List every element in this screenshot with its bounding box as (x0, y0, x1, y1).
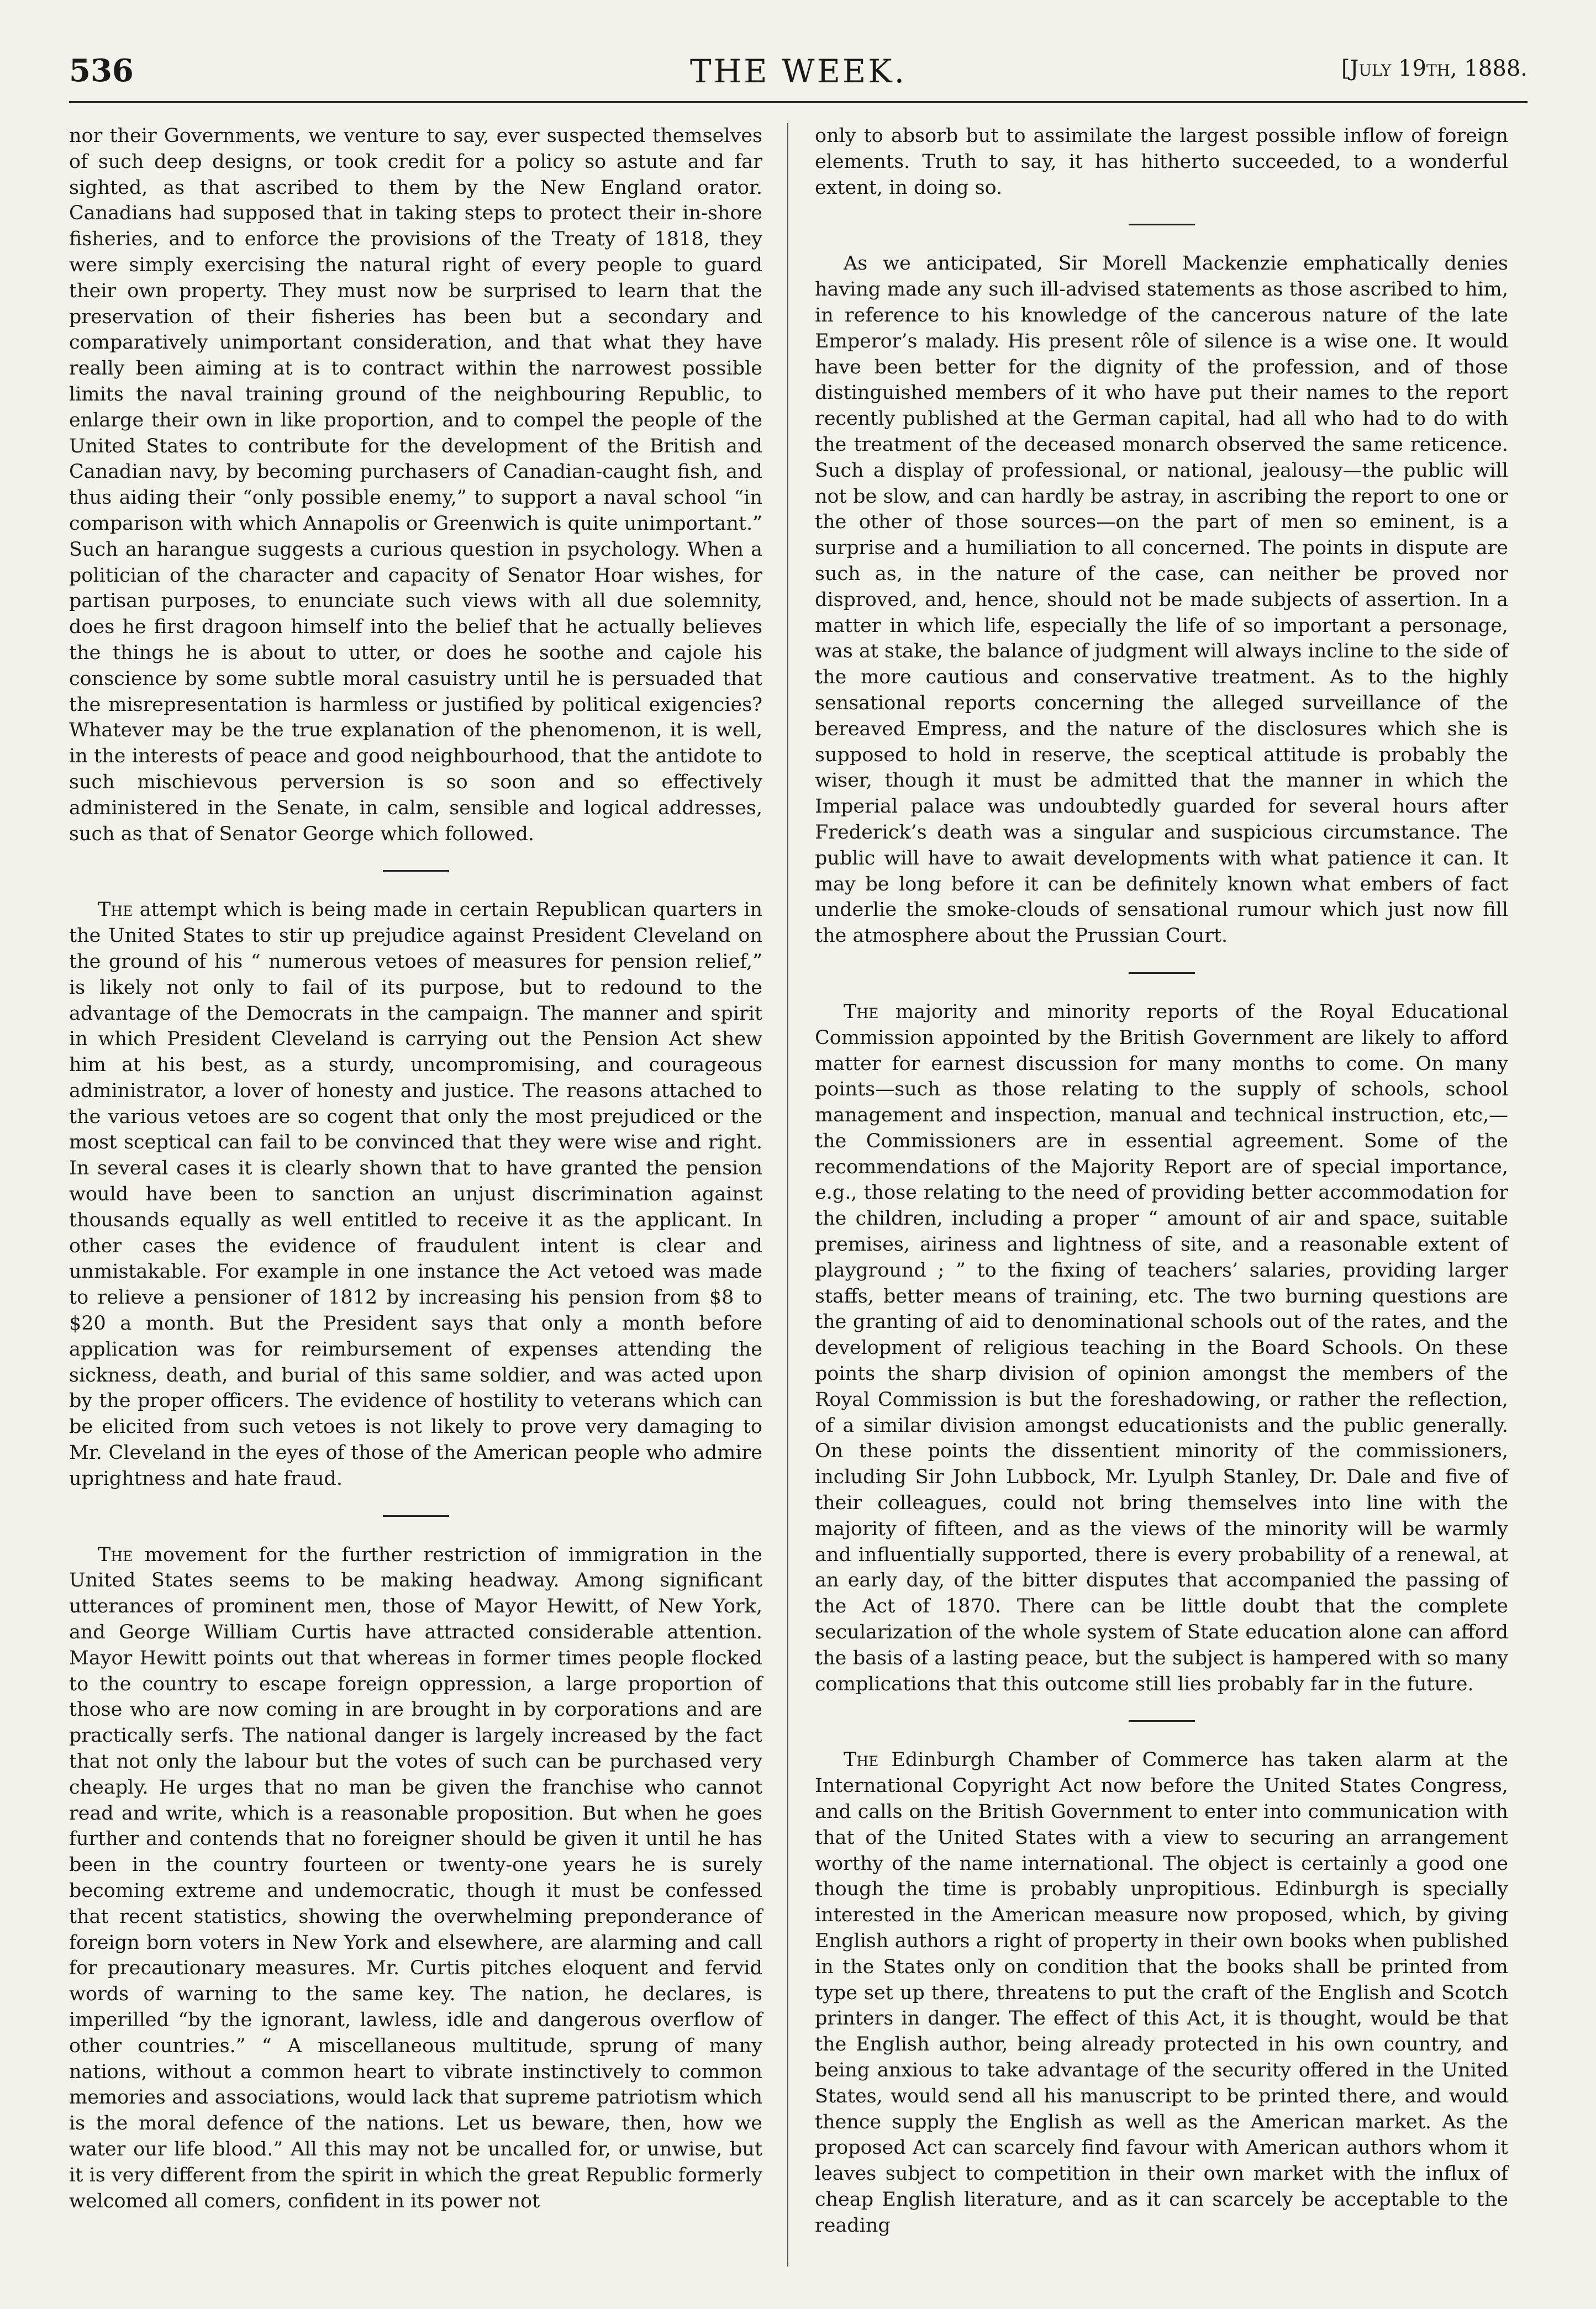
newspaper-page (69, 52, 1527, 2273)
lead-word: The (98, 1543, 133, 1566)
article-mackenzie: As we anticipated, Sir Morell Mackenzie emphatically denies having made any such ill-advised statements as those ascribed to him, in reference to his knowledge of the cancerous nature of the late Emperor’s malady. His present rôle of silence is a wise one. It would have been better for the dignity of the profession, and of those distinguished members of it who have put their names to the report recently published at the German capital, had all who had to do with the treatment of the deceased monarch observed the same reticence. Such a display of professional, or national, jealousy—the public will not be slow, and can hardly be astray, in ascribing the report to one or the other of those sources—on the part of men so eminent, is a surprise and a humiliation to all concerned. The points in dispute are such as, in the nature of the case, can neither be proved nor disproved, and, hence, should not be made subjects of assertion. In a matter in which life, especially the life of so important a personage, was at stake, the balance of judgment will always incline to the side of the more cautious and conservative treatment. As to the highly sensational reports concerning the alleged surveillance of the bereaved Empress, and the nature of the disclosures which she is supposed to hold in reserve, the sceptical attitude is probably the wiser, though it must be admitted that the manner in which the Imperial palace was undoubtedly guarded for several hours after Frederick’s death was a singular and suspicious circumstance. The public will have to await developments with what patience it can. It may be long before it can be definitely known what embers of fact underlie the smoke-clouds of sensational rumour which just now fill the atmosphere about the Prussian Court. (815, 252, 1508, 947)
lead-word: The (844, 1000, 879, 1023)
article-fisheries-continued: nor their Governments, we venture to say, ever suspected themselves of such deep designs, or took credit for a policy so astute and far sighted, as that ascribed to them by the New England orator. Canadians had supposed that in taking steps to protect their in-shore fisheries, and to enforce the provisions of the Treaty of 1818, they were simply exercising the natural right of every people to guard their own property. They must now be surprised to learn that the preservation of their fisheries has been but a secondary and comparatively unimportant consideration, and that what they have really been aiming at is to contract within the narrowest possible limits the naval training ground of the neighbouring Republic, to enlarge their own in like proportion, and to compel the people of the United States to contribute for the development of the British and Canadian navy, by becoming purchasers of Canadian-caught fish, and thus aiding their “only possible enemy,” to support a naval school “in comparison with which Annapolis or Greenwich is quite unimportant.” Such an harangue suggests a curious question in psychology. When a politician of the character and capacity of Senator Hoar wishes, for partisan purposes, to enunciate such views with all due solemnity, does he first dragoon himself into the belief that he actually believes the things he is about to utter, or does he soothe and cajole his conscience by some subtle moral casuistry until he is persuaded that the misrepresentation is harmless or justified by political exigencies? Whatever may be the true explanation of the phenomenon, it is well, in the interests of peace and good neighbourhood, that the antidote to such mischievous perversion is so soon and so effectively administered in the Senate, in calm, sensible and logical addresses, such as that of Senator George which followed. (69, 125, 762, 845)
page-number: 536 (69, 52, 134, 89)
article-body: movement for the further restriction of immigration in the United States seems to be making headway. Among significant utterances of prominent men, those of Mayor Hewitt, of New York, and George William Curtis have attracted considerable attention. Mayor Hewitt points out that whereas in former times people flocked to the country to escape foreign oppression, a large proportion of those who are now coming in are brought in by corporations and are practically serfs. The national danger is largely increased by the fact that not only the labour but the votes of such can be purchased very cheaply. He urges that no man be given the franchise who cannot read and write, which is a reasonable proposition. But when he goes further and contends that no foreigner should be given it until he has been in the country fourteen or twenty-one years he is surely becoming extreme and undemocratic, though it must be confessed that recent statistics, showing the overwhelming preponderance of foreign born voters in New York and elsewhere, are alarming and call for precautionary measures. Mr. Curtis pitches eloquent and fervid words of warning to the same key. The nation, he declares, is imperilled “by the ignorant, lawless, idle and dangerous overflow of other countries.” “ A miscellaneous multitude, sprung of many nations, without a common heart to vibrate instinctively to common memories and associations, would lack that supreme patriotism which is the moral defence of the nations. Let us beware, then, how we water our life blood.” All this may not be uncalled for, or unwise, but it is very different from the spirit in which the great Republic formerly welcomed all comers, confident in its power not (69, 1543, 762, 2212)
article-copyright (815, 1747, 1508, 2238)
section-divider (383, 1515, 449, 1517)
section-divider (383, 870, 449, 872)
lead-word: The (844, 1749, 879, 1772)
column-separator (787, 123, 788, 2266)
article-cleveland-vetoes (69, 897, 762, 1491)
article-royal-commission (815, 999, 1508, 1698)
page-header (69, 52, 1527, 102)
article-body: attempt which is being made in certain Republican quarters in the United States to stir up prejudice against President Cleveland on the ground of his “ numerous vetoes of measures for pension relief,” is likely not only to fail of its purpose, but to redound to the advantage of the Democrats in the campaign. The manner and spirit in which President Cleveland is carrying out the Pension Act shew him at his best, as a sturdy, uncompromising, and courageous administrator, a lover of honesty and justice. The reasons attached to the various vetoes are so cogent that only the most prejudiced or the most sceptical can fail to be convinced that they were wise and right. In several cases it is clearly shown that to have granted the pension would have been to sanction an unjust discrimination against thousands equally as well entitled to receive it as the applicant. In other cases the evidence of fraudulent intent is clear and unmistakable. For example in one instance the Act vetoed was made to relieve a pensioner of 1812 by increasing his pension from $8 to $20 a month. But the President says that only a month before application was for reimbursement of expenses attending the sickness, death, and burial of this same soldier, and was acted upon by the proper officers. The evidence of hostility to veterans which can be elicited from such vetoes is not likely to prove very damaging to Mr. Cleveland in the eyes of those of the American people who admire uprightness and hate fraud. (69, 899, 762, 1490)
issue-date: [July 19th, 1888. (1341, 56, 1527, 81)
section-divider (1129, 972, 1195, 974)
section-divider (1129, 224, 1195, 225)
publication-title: THE WEEK. (689, 52, 907, 90)
right-column (815, 123, 1508, 2239)
section-divider (1129, 1720, 1195, 1722)
lead-word: The (98, 899, 133, 921)
left-column (69, 123, 762, 2214)
article-immigration (69, 1542, 762, 2215)
article-body: majority and minority reports of the Royal Educational Commission appointed by the British Government are likely to afford matter for earnest discussion for many months to come. On many points—such as those relating to the supply of schools, school management and inspection, manual and technical instruction, etc,—the Commissioners are in essential agreement. Some of the recommendations of the Majority Report are of special importance, e.g., those relating to the need of providing better accommodation for the children, including a proper “ amount of air and space, suitable premises, airiness and lightness of site, and a reasonable extent of playground ; ” to the fixing of teachers’ salaries, providing larger staffs, better means of training, etc. The two burning questions are the granting of aid to denominational schools out of the rates, and the development of religious teaching in the Board Schools. On these points the sharp division of opinion amongst the members of the Royal Commission is but the foreshadowing, or rather the reflection, of a similar division amongst educationists and the public generally. On these points the dissentient minority of the commissioners, including Sir John Lubbock, Mr. Lyulph Stanley, Dr. Dale and five of their colleagues, could not bring themselves into line with the majority of fifteen, and as the views of the minority will be warmly and influentially supported, there is every probability of a renewal, at an early day, of the bitter disputes that accompanied the passing of the Act of 1870. There can be little doubt that the complete secularization of the whole system of State education alone can afford the basis of a lasting peace, but the subject is hampered with so many complications that this outcome still lies probably far in the future. (815, 1000, 1508, 1695)
article-immigration-continued: only to absorb but to assimilate the largest possible inflow of foreign elements. Truth to say, it has hitherto succeeded, to a wonderful extent, in doing so. (815, 125, 1508, 199)
article-body: Edinburgh Chamber of Commerce has taken alarm at the International Copyright Act now before the United States Congress, and calls on the British Government to enter into communication with that of the United States with a view to securing an arrangement worthy of the name international. The object is certainly a good one though the time is probably unpropitious. Edinburgh is specially interested in the American measure now proposed, which, by giving English authors a right of property in their own books when published in the States only on condition that the books shall be printed from type set up there, threatens to put the craft of the English and Scotch printers in danger. The effect of this Act, it is thought, would be that the English author, being already protected in his own country, and being anxious to take advantage of the security offered in the United States, would send all his manuscript to be printed there, and would thence supply the English as well as the American market. As the proposed Act can scarcely find favour with American authors whom it leaves subject to competition in their own market with the influx of cheap English literature, and as it can scarcely be acceptable to the reading (815, 1749, 1508, 2237)
header-rule (69, 101, 1527, 103)
